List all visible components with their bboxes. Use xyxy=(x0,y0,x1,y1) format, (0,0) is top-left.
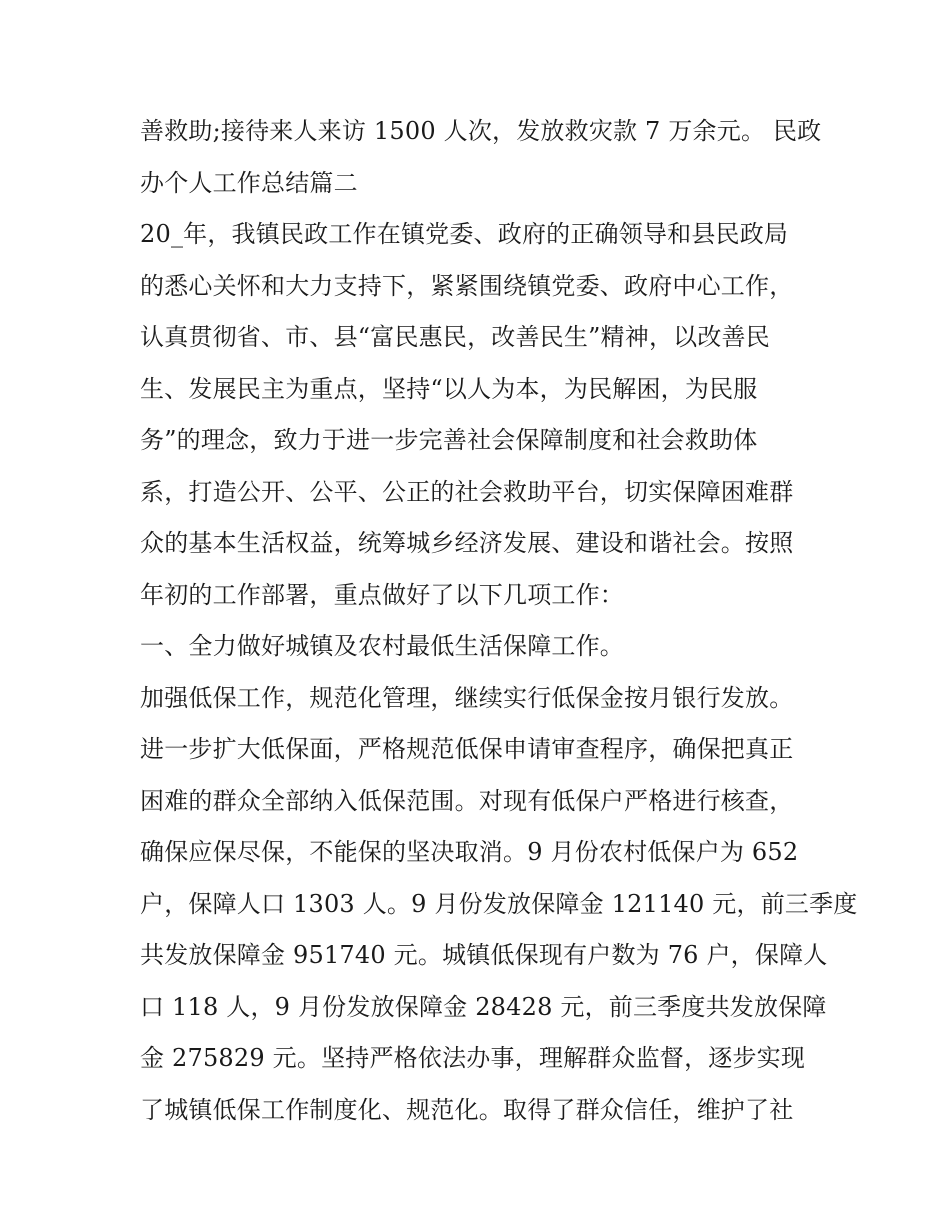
text-line: 进一步扩大低保面，严格规范低保申请审查程序，确保把真正 xyxy=(140,735,794,763)
text-line: 务”的理念，致力于进一步完善社会保障制度和社会救助体 xyxy=(140,426,758,454)
text-line: 系，打造公开、公平、公正的社会救助平台，切实保障困难群 xyxy=(140,477,794,506)
text-line: 生、发展民主为重点，坚持“以人为本，为民解困，为民服 xyxy=(140,374,758,403)
text-line: 户，保障人口 1303 人。9 月份发放保障金 121140 元，前三季度 xyxy=(140,889,858,918)
subsection-heading: 一、全力做好城镇及农村最低生活保障工作。 xyxy=(140,632,624,660)
text-line: 确保应保尽保，不能保的坚决取消。9 月份农村低保户为 652 xyxy=(140,838,799,866)
text-line: 善救助;接待来人来访 1500 人次，发放救灾款 7 万余元。 民政 xyxy=(140,117,822,145)
text-line: 困难的群众全部纳入低保范围。对现有低保户严格进行核查， xyxy=(140,786,794,815)
document-body xyxy=(140,106,858,1136)
text-line: 认真贯彻省、市、县“富民惠民，改善民生”精神，以改善民 xyxy=(140,323,770,351)
text-line: 众的基本生活权益，统筹城乡经济发展、建设和谐社会。按照 xyxy=(140,529,794,557)
text-line: 共发放保障金 951740 元。城镇低保现有户数为 76 户，保障人 xyxy=(140,941,828,969)
text-line: 口 118 人，9 月份发放保障金 28428 元，前三季度共发放保障 xyxy=(140,992,827,1021)
text-line: 的悉心关怀和大力支持下，紧紧围绕镇党委、政府中心工作， xyxy=(140,271,794,300)
section-heading: 办个人工作总结篇二 xyxy=(140,168,358,197)
text-line: 金 275829 元。坚持严格依法办事，理解群众监督，逐步实现 xyxy=(140,1044,806,1072)
text-line: 20_年，我镇民政工作在镇党委、政府的正确领导和县民政局 xyxy=(140,220,789,248)
text-line: 了城镇低保工作制度化、规范化。取得了群众信任，维护了社 xyxy=(140,1095,794,1124)
text-line: 加强低保工作，规范化管理，继续实行低保金按月银行发放。 xyxy=(140,683,794,712)
text-line: 年初的工作部署，重点做好了以下几项工作： xyxy=(140,580,624,609)
